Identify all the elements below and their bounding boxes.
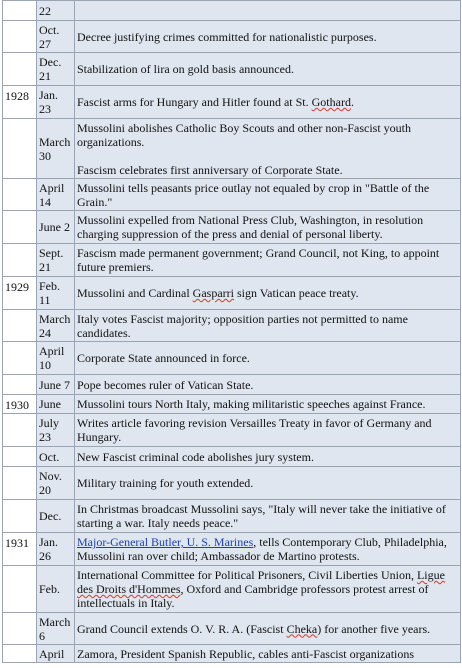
date-cell: Oct.	[37, 447, 75, 467]
event-text: Fascist arms for Hungary and Hitler found at St.	[77, 95, 312, 109]
date-cell: June 7	[37, 375, 75, 395]
flagged-word: Gothard	[311, 95, 351, 109]
year-cell	[3, 414, 37, 447]
date-cell: June 2	[37, 211, 75, 244]
year-cell: 1929	[3, 277, 37, 310]
table-row	[3, 179, 461, 211]
table-row	[3, 277, 461, 310]
year-cell	[3, 467, 37, 500]
date-cell: July 23	[37, 414, 75, 447]
year-cell	[3, 211, 37, 244]
table-row	[3, 119, 461, 179]
event-cell: Mussolini tells peasants price outlay not equaled by crop in "Battle of the Grain."	[75, 179, 461, 211]
year-cell	[3, 613, 37, 645]
table-row	[3, 533, 461, 566]
event-cell: In Christmas broadcast Mussolini says, "Italy will never take the initiative of starting a war. Italy needs peace."	[75, 500, 461, 533]
event-cell: Military training for youth extended.	[75, 467, 461, 500]
event-text: sign Vatican peace treaty.	[234, 286, 359, 300]
table-row	[3, 21, 461, 53]
date-cell: Dec. 21	[37, 53, 75, 86]
date-cell: April 14	[37, 179, 75, 211]
year-cell	[3, 375, 37, 395]
year-cell	[3, 53, 37, 86]
year-cell	[3, 21, 37, 53]
year-cell	[3, 179, 37, 211]
date-cell: Nov. 20	[37, 467, 75, 500]
date-cell: March 30	[37, 119, 75, 179]
table-row	[3, 500, 461, 533]
event-cell: Zamora, President Spanish Republic, cables anti-Fascist organizations	[75, 645, 461, 663]
table-row	[3, 375, 461, 395]
date-cell: Feb. 11	[37, 277, 75, 310]
table-row	[3, 645, 461, 663]
event-cell: Pope becomes ruler of Vatican State.	[75, 375, 461, 395]
butler-link[interactable]: Major-General Butler, U. S. Marines	[77, 535, 254, 549]
event-text: , Oxford and Cambridge professors protest arrest of intellectuals in Italy.	[77, 582, 429, 610]
date-cell: Jan. 26	[37, 533, 75, 566]
date-cell: June	[37, 395, 75, 414]
date-cell: March 6	[37, 613, 75, 645]
event-cell: Mussolini abolishes Catholic Boy Scouts and other non-Fascist youth organizations. Fascism celebrates first anniversary of Corporate State.	[75, 119, 461, 179]
date-cell: March 24	[37, 310, 75, 342]
flagged-phrase: Ligue des Droits d'Hommes	[77, 568, 445, 596]
table-row	[3, 1, 461, 21]
year-cell	[3, 119, 37, 179]
table-row	[3, 211, 461, 244]
flagged-word: Cheka	[286, 621, 318, 636]
event-cell: Stabilization of lira on gold basis announced.	[75, 53, 461, 86]
date-cell: Sept. 21	[37, 244, 75, 277]
year-cell	[3, 447, 37, 467]
year-cell	[3, 645, 37, 663]
event-cell: Writes article favoring revision Versailles Treaty in favor of Germany and Hungary.	[75, 414, 461, 447]
table-row	[3, 53, 461, 86]
table-row	[3, 447, 461, 467]
event-text: International Committee for Political Prisoners, Civil Liberties Union,	[77, 568, 417, 582]
year-cell	[3, 310, 37, 342]
event-cell	[75, 86, 461, 119]
date-cell: April	[37, 645, 75, 663]
flagged-word: Gasparri	[192, 286, 234, 300]
event-cell	[75, 533, 461, 566]
event-cell	[75, 566, 461, 613]
table-row	[3, 86, 461, 119]
year-cell: 1931	[3, 533, 37, 566]
event-cell: New Fascist criminal code abolishes jury system.	[75, 447, 461, 467]
table-row	[3, 310, 461, 342]
event-text: .	[350, 95, 354, 109]
event-text: Mussolini and Cardinal	[77, 286, 193, 300]
year-cell	[3, 244, 37, 277]
chronology-table	[2, 0, 461, 663]
table-row	[3, 613, 461, 645]
table-row	[3, 342, 461, 375]
date-cell: Jan. 23	[37, 86, 75, 119]
event-cell: Decree justifying crimes committed for nationalistic purposes.	[75, 21, 461, 53]
event-cell: Fascism made permanent government; Grand Council, not King, to appoint future premiers.	[75, 244, 461, 277]
year-cell	[3, 500, 37, 533]
event-cell	[75, 613, 461, 645]
year-cell	[3, 1, 37, 21]
table-row	[3, 467, 461, 500]
event-cell: Corporate State announced in force.	[75, 342, 461, 375]
event-cell	[75, 277, 461, 310]
event-cell	[75, 1, 461, 21]
year-cell: 1928	[3, 86, 37, 119]
event-cell: Mussolini expelled from National Press Club, Washington, in resolution charging suppression of the press and denial of personal liberty.	[75, 211, 461, 244]
event-text: Grand Council extends O. V. R. A. (Fascist	[77, 621, 287, 636]
date-cell: 22	[37, 1, 75, 21]
year-cell	[3, 566, 37, 613]
table-row	[3, 395, 461, 414]
year-cell	[3, 342, 37, 375]
event-text: , tells Contemporary Club, Philadelphia, Mussolini ran over child; Ambassador de Martino protests.	[77, 535, 447, 563]
date-cell: Dec.	[37, 500, 75, 533]
date-cell: Oct. 27	[37, 21, 75, 53]
table-row	[3, 566, 461, 613]
table-row	[3, 414, 461, 447]
date-cell: Feb.	[37, 566, 75, 613]
date-cell: April 10	[37, 342, 75, 375]
event-cell: Mussolini tours North Italy, making militaristic speeches against France.	[75, 395, 461, 414]
event-text: ) for another five years.	[317, 621, 431, 636]
event-cell: Italy votes Fascist majority; opposition parties not permitted to name candidates.	[75, 310, 461, 342]
year-cell: 1930	[3, 395, 37, 414]
table-row	[3, 244, 461, 277]
